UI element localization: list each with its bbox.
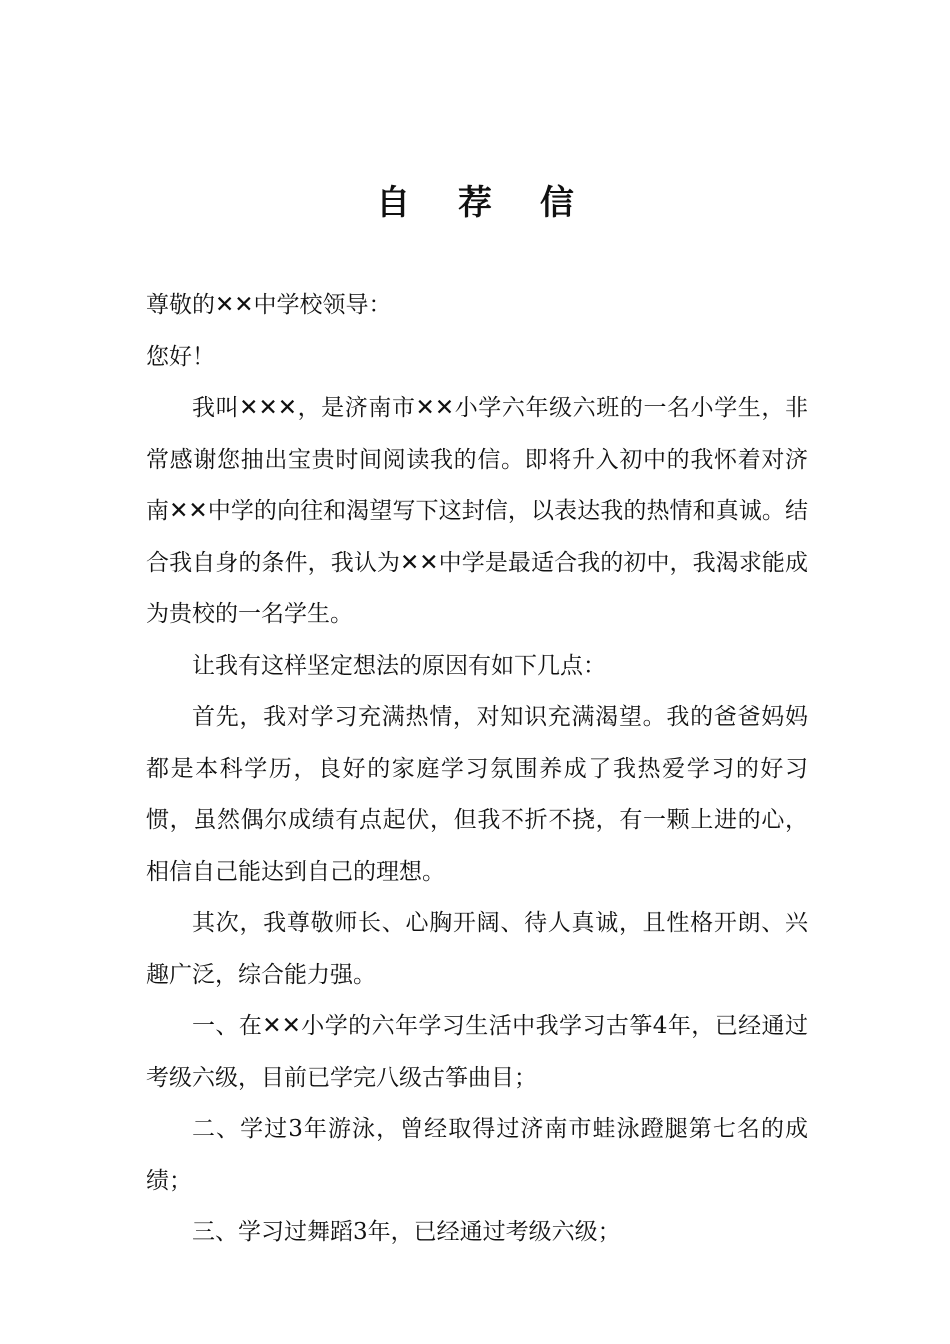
letter-title: 自 荐 信 — [376, 183, 592, 223]
greeting: 您好！ — [146, 343, 215, 370]
salutation: 尊敬的✕✕中学校领导： — [146, 292, 392, 318]
paragraph-first-reason: 首先，我对学习充满热情，对知识充满渴望。我的爸爸妈妈都是本科学历，良好的家庭学习氛围养成了我热爱学习的好习惯，虽然偶尔成绩有点起伏，但我不折不挠，有一颗上进的心，相信自己能达到自己的理想。 — [146, 704, 808, 885]
list-item-guzheng: 一、在✕✕小学的六年学习生活中我学习古筝4年，已经通过考级六级，目前已学完八级古筝曲目； — [146, 1013, 808, 1091]
list-item-dance: 三、学习过舞蹈3年，已经通过考级六级； — [192, 1219, 621, 1245]
paragraph-introduction: 我叫✕✕✕，是济南市✕✕小学六年级六班的一名小学生，非常感谢您抽出宝贵时间阅读我的信。即将升入初中的我怀着对济南✕✕中学的向往和渴望写下这封信，以表达我的热情和真诚。结合我自身的条件，我认为✕✕中学是最适合我的初中，我渴求能成为贵校的一名学生。 — [146, 395, 808, 627]
paragraph-second-reason: 其次，我尊敬师长、心胸开阔、待人真诚，且性格开朗、兴趣广泛，综合能力强。 — [146, 910, 808, 988]
paragraph-reasons-intro: 让我有这样坚定想法的原因有如下几点： — [192, 652, 606, 679]
letter-body — [146, 280, 808, 1259]
list-item-swimming: 二、学过3年游泳，曾经取得过济南市蛙泳蹬腿第七名的成绩； — [146, 1116, 808, 1194]
